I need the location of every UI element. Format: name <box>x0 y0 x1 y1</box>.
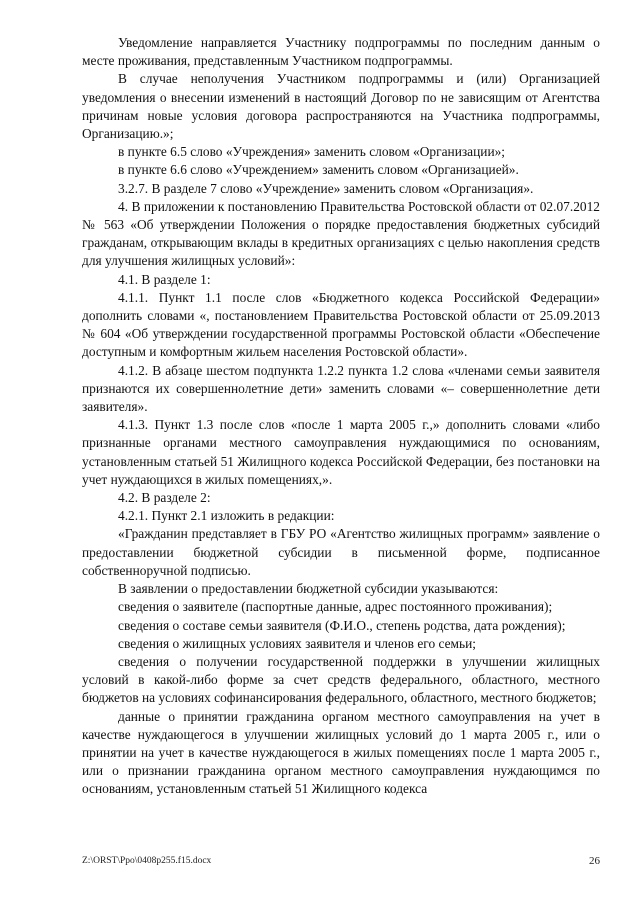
paragraph: 4.1. В разделе 1: <box>118 271 211 287</box>
paragraph: в пункте 6.6 слово «Учреждением» заменить словом «Организацией». <box>118 162 519 178</box>
document-body <box>82 34 600 799</box>
paragraph: 4.1.3. Пункт 1.3 после слов «после 1 марта 2005 г.,» дополнить словами «либо признанные органами местного самоуправления нуждающимися по основаниям, установленным статьей 51 Жилищного кодекса Российской Федерации, без постановки на учет нуждающихся в жилых помещениях,». <box>82 417 600 487</box>
paragraph: сведения о получении государственной поддержки в улучшении жилищных условий в какой-либо форме за счет средств федерального, областного, местного бюджетов на условиях софинансирования федерального, областного, местного бюджетов; <box>82 653 600 706</box>
paragraph: 4.2. В разделе 2: <box>118 490 211 506</box>
paragraph: сведения о заявителе (паспортные данные, адрес постоянного проживания); <box>118 599 553 615</box>
paragraph: сведения о жилищных условиях заявителя и членов его семьи; <box>118 635 477 651</box>
paragraph: «Гражданин представляет в ГБУ РО «Агентство жилищных программ» заявление о предоставлении бюджетной субсидии в письменной форме, подписанное собственноручной подписью. <box>82 526 600 578</box>
paragraph: В случае неполучения Участником подпрограммы и (или) Организацией уведомления о внесении изменений в настоящий Договор по не зависящим от Агентства причинам новые условия договора распространяются на Участника подпрограммы, Организацию.»; <box>82 71 600 142</box>
paragraph: данные о принятии гражданина органом местного самоуправления на учет в качестве нуждающегося в улучшении жилищных условий до 1 марта 2005 г., или о принятии на учет в качестве нуждающегося в жилых помещениях после 1 марта 2005 г., или о признании гражданина органом местного самоуправления нуждающимся по основаниям, установленным статьей 51 Жилищного кодекса <box>82 708 600 797</box>
paragraph: 4.1.2. В абзаце шестом подпункта 1.2.2 пункта 1.2 слова «членами семьи заявителя признаются их совершеннолетние дети» заменить словами «– совершеннолетние дети заявителя». <box>82 362 600 415</box>
paragraph: сведения о составе семьи заявителя (Ф.И.О., степень родства, дата рождения); <box>118 617 566 633</box>
paragraph: 4. В приложении к постановлению Правительства Ростовской области от 02.07.2012 № 563 «Об утверждении Положения о порядке предоставления бюджетных субсидий гражданам, открывающим вклады в кредитных организациях с целью накопления средств для улучшения жилищных условий»: <box>82 198 600 269</box>
paragraph: В заявлении о предоставлении бюджетной субсидии указываются: <box>118 581 499 597</box>
paragraph: 4.1.1. Пункт 1.1 после слов «Бюджетного кодекса Российской Федерации» дополнить словами «, постановлением Правительства Ростовской области от 25.09.2013 № 604 «Об утверждении государственной программы Ростовской области «Обеспечение доступным и комфортным жильем населения Ростовской области». <box>82 289 600 360</box>
paragraph: Уведомление направляется Участнику подпрограммы по последним данным о месте проживания, представленным Участником подпрограммы. <box>82 35 600 69</box>
paragraph: 4.2.1. Пункт 2.1 изложить в редакции: <box>118 508 335 524</box>
paragraph: 3.2.7. В разделе 7 слово «Учреждение» заменить словом «Организация». <box>118 180 534 196</box>
file-path: Z:\ORST\Ppo\0408p255.f15.docx <box>82 856 212 866</box>
paragraph: в пункте 6.5 слово «Учреждения» заменить словом «Организации»; <box>118 144 506 160</box>
page-number: 26 <box>589 855 600 867</box>
